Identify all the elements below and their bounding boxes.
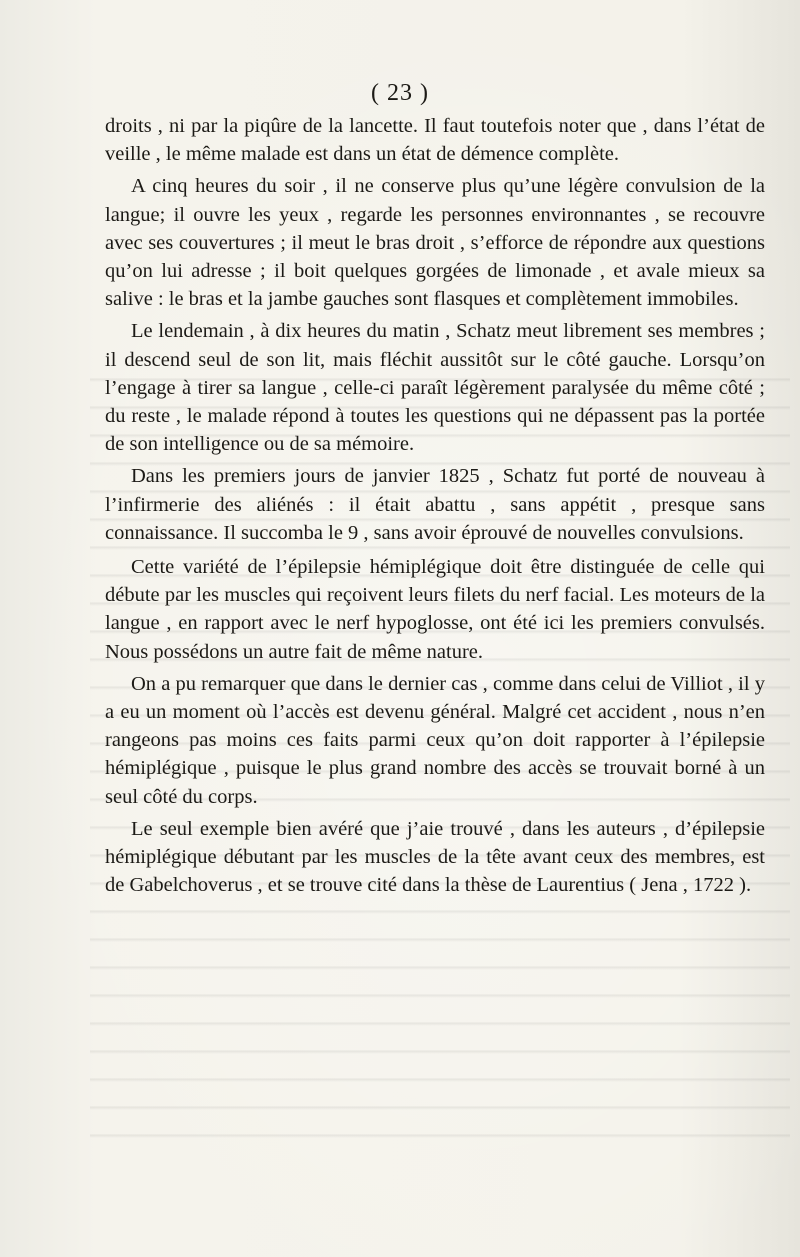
body-text [105,112,765,903]
paragraph-7: Le seul exemple bien avéré que j’aie trouvé , dans les auteurs , d’épilepsie hémiplégique débutant par les muscles de la tête avant ceux des membres, est de Gabelchoverus , et se trouve cité dans la thèse de Laurentius ( Jena , 1722 ). [105,817,765,897]
paragraph-5: Cette variété de l’épilepsie hémiplégique doit être distinguée de celle qui débute par les muscles qui reçoivent leurs filets du nerf facial. Les moteurs de la langue , en rapport avec le nerf hypoglosse, ont été ici les premiers convulsés. Nous possédons un autre fait de même nature. [105,556,765,663]
paragraph-2: A cinq heures du soir , il ne conserve plus qu’une légère convulsion de la langue; il ouvre les yeux , regarde les personnes environnantes , se recouvre avec ses couvertures ; il meut le bras droit , s’efforce de répondre aux questions qu’on lui adresse ; il boit quelques gorgées de limonade , et avale mieux sa salive : le bras et la jambe gauches sont flasques et complètement immobiles. [105,175,765,311]
paragraph-1: droits , ni par la piqûre de la lancette. Il faut toutefois noter que , dans l’état de veille , le même malade est dans un état de démence complète. [105,115,765,166]
paragraph-4: Dans les premiers jours de janvier 1825 , Schatz fut porté de nouveau à l’infirmerie des aliénés : il était abattu , sans appétit , presque sans connaissance. Il succomba le 9 , sans avoir éprouvé de nouvelles convulsions. [105,465,765,544]
page-number: ( 23 ) [371,80,429,106]
paragraph-6: On a pu remarquer que dans le dernier cas , comme dans celui de Villiot , il y a eu un moment où l’accès est devenu général. Malgré cet accident , nous n’en rangeons pas moins ces faits parmi ceux qu’on doit rapporter à l’épilepsie hémiplégique , puisque le plus grand nombre des accès se trouvait borné à un seul côté du corps. [105,672,765,808]
paragraph-3: Le lendemain , à dix heures du matin , Schatz meut librement ses membres ; il descend seul de son lit, mais fléchit aussitôt sur le côté gauche. Lorsqu’on l’engage à tirer sa langue , celle-ci paraît légèrement paralysée du même côté ; du reste , le malade répond à toutes les questions qui ne dépassent pas la portée de son intelligence ou de sa mémoire. [105,320,765,456]
